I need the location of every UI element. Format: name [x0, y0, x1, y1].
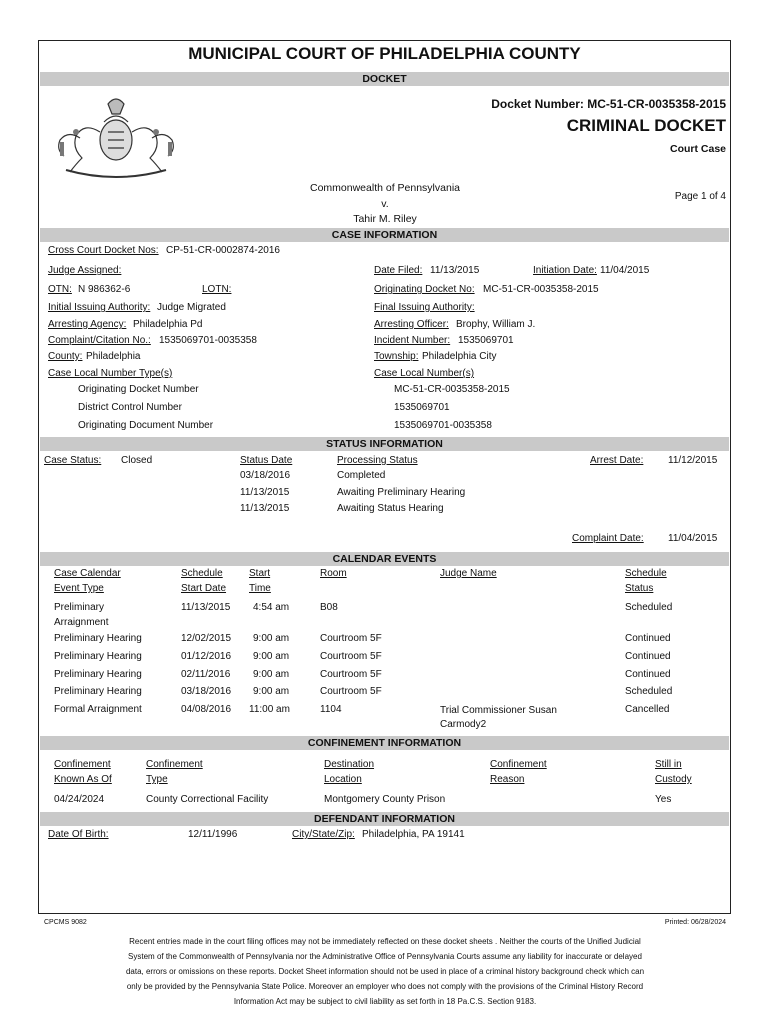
calendar-start-date: 04/08/2016 — [181, 704, 232, 715]
calendar-header-start-time: Time — [249, 583, 271, 594]
confinement-destination-value: Montgomery County Prison — [324, 794, 446, 805]
confinement-header-reason: Reason — [490, 774, 525, 785]
incident-value: 1535069701 — [458, 335, 514, 346]
disclaimer-line: Recent entries made in the court filing offices may not be immediately reflected on these docket sheets . Neither the courts of the Unified Judicial — [129, 937, 641, 946]
township-value: Philadelphia City — [422, 351, 497, 362]
court-title: MUNICIPAL COURT OF PHILADELPHIA COUNTY — [188, 44, 581, 63]
incident-label: Incident Number: — [374, 335, 451, 346]
calendar-start-time: 9:00 am — [253, 633, 290, 644]
calendar-judge: Trial Commissioner Susan — [440, 705, 557, 716]
arrest-date-value: 11/12/2015 — [668, 455, 718, 466]
calendar-start-date: 12/02/2015 — [181, 633, 232, 644]
pennsylvania-seal-icon — [46, 92, 186, 180]
confinement-custody-value: Yes — [655, 794, 672, 805]
defendant-information-bar: DEFENDANT INFORMATION — [40, 812, 729, 826]
initiation-date-value: 11/04/2015 — [600, 265, 650, 276]
calendar-header-event-type: Event Type — [54, 583, 104, 594]
local-number-header: Case Local Number(s) — [374, 368, 475, 379]
lotn-label: LOTN: — [202, 284, 232, 295]
dob-label: Date Of Birth: — [48, 829, 109, 840]
confinement-header-type: Confinement — [146, 759, 203, 770]
local-number-type-header: Case Local Number Type(s) — [48, 368, 173, 379]
dob-value: 12/11/1996 — [188, 829, 238, 840]
calendar-start-date: 03/18/2016 — [181, 686, 232, 697]
calendar-event-type: Preliminary Hearing — [54, 686, 142, 697]
complaint-date-label: Complaint Date: — [572, 533, 644, 544]
arresting-agency-label: Arresting Agency: — [48, 319, 127, 330]
arresting-agency-value: Philadelphia Pd — [133, 319, 203, 330]
complaint-label: Complaint/Citation No.: — [48, 335, 151, 346]
caption-versus: v. — [381, 198, 389, 210]
confinement-header-destination: Destination — [324, 759, 375, 770]
disclaimer-line: Information Act may be subject to civil liability as set forth in 18 Pa.C.S. Section 9183. — [233, 997, 537, 1006]
disclaimer — [80, 934, 690, 1009]
calendar-event-type: Preliminary Hearing — [54, 669, 142, 680]
calendar-start-date: 11/13/2015 — [181, 602, 231, 613]
calendar-status: Continued — [625, 633, 671, 644]
status-information-bar: STATUS INFORMATION — [40, 437, 729, 451]
local-type-row: Originating Docket Number — [78, 384, 199, 395]
date-filed-value: 11/13/2015 — [430, 265, 480, 276]
calendar-header-start-date: Schedule — [181, 568, 223, 579]
calendar-room: Courtroom 5F — [320, 633, 382, 644]
calendar-room: Courtroom 5F — [320, 686, 382, 697]
caption-plaintiff: Commonwealth of Pennsylvania — [310, 182, 460, 194]
printed-date: Printed: 06/28/2024 — [664, 919, 726, 926]
cross-court-value: CP-51-CR-0002874-2016 — [166, 245, 280, 256]
initiation-date-label: Initiation Date: — [533, 265, 597, 276]
calendar-event-type: Preliminary Hearing — [54, 651, 142, 662]
case-status-label: Case Status: — [44, 455, 102, 466]
originating-docket-label: Originating Docket No: — [374, 284, 475, 295]
calendar-start-time: 9:00 am — [253, 651, 290, 662]
calendar-room: 1104 — [320, 704, 342, 715]
confinement-header-reason: Confinement — [490, 759, 547, 770]
page-indicator: Page 1 of 4 — [674, 191, 726, 202]
processing-status: Completed — [337, 470, 386, 481]
status-date: 11/13/2015 — [240, 487, 290, 498]
arresting-officer-label: Arresting Officer: — [374, 319, 449, 330]
calendar-event-type: Preliminary — [54, 602, 105, 613]
confinement-header-type: Type — [146, 774, 168, 785]
calendar-start-time: 9:00 am — [253, 686, 290, 697]
local-number-row: MC-51-CR-0035358-2015 — [394, 384, 510, 395]
confinement-type-value: County Correctional Facility — [146, 794, 269, 805]
confinement-known-value: 04/24/2024 — [54, 794, 105, 805]
originating-docket-value: MC-51-CR-0035358-2015 — [483, 284, 599, 295]
processing-status-header: Processing Status — [337, 455, 418, 466]
otn-value: N 986362-6 — [78, 284, 131, 295]
city-state-zip-value: Philadelphia, PA 19141 — [362, 829, 465, 840]
calendar-event-type: Preliminary Hearing — [54, 633, 142, 644]
final-authority-label: Final Issuing Authority: — [374, 302, 475, 313]
complaint-value: 1535069701-0035358 — [159, 335, 257, 346]
disclaimer-line: only be provided by the Pennsylvania State Police. Moreover an employer who does not comply with the provisions of the Criminal History Record — [126, 982, 644, 991]
calendar-events-bar: CALENDAR EVENTS — [40, 552, 729, 566]
calendar-header-status: Schedule — [625, 568, 667, 579]
confinement-header-custody: Still in — [655, 759, 682, 770]
date-filed-label: Date Filed: — [374, 265, 423, 276]
court-case-label: Court Case — [669, 143, 726, 155]
initial-authority-label: Initial Issuing Authority: — [48, 302, 151, 313]
calendar-status: Scheduled — [625, 602, 673, 613]
calendar-event-type: Arraignment — [54, 617, 109, 628]
otn-label: OTN: — [48, 284, 72, 295]
calendar-start-time: 9:00 am — [253, 669, 290, 680]
confinement-header-known: Confinement — [54, 759, 111, 770]
calendar-header-room: Room — [320, 568, 347, 579]
arrest-date-label: Arrest Date: — [590, 455, 644, 466]
calendar-event-type: Formal Arraignment — [54, 704, 142, 715]
calendar-start-date: 01/12/2016 — [181, 651, 232, 662]
status-date-header: Status Date — [240, 455, 293, 466]
complaint-date-value: 11/04/2015 — [668, 533, 718, 544]
initial-authority-value: Judge Migrated — [157, 302, 226, 313]
calendar-start-time: 11:00 am — [249, 704, 290, 715]
confinement-information-bar: CONFINEMENT INFORMATION — [40, 736, 729, 750]
calendar-header-event-type: Case Calendar — [54, 568, 121, 579]
calendar-header-status: Status — [625, 583, 654, 594]
calendar-status: Cancelled — [625, 704, 670, 715]
calendar-status: Continued — [625, 651, 671, 662]
local-type-row: District Control Number — [78, 402, 182, 413]
judge-assigned-label: Judge Assigned: — [48, 265, 122, 276]
cross-court-label: Cross Court Docket Nos: — [48, 245, 159, 256]
caption-defendant: Tahir M. Riley — [353, 213, 417, 225]
disclaimer-line: data, errors or omissions on these reports. Docket Sheet information should not be used in place of a criminal history background check which can — [125, 967, 645, 976]
calendar-start-date: 02/11/2016 — [181, 669, 231, 680]
township-label: Township: — [374, 351, 419, 362]
case-status-value: Closed — [121, 455, 153, 466]
case-information-bar: CASE INFORMATION — [40, 228, 729, 242]
calendar-room: Courtroom 5F — [320, 669, 382, 680]
calendar-judge: Carmody2 — [440, 719, 487, 730]
county-value: Philadelphia — [86, 351, 141, 362]
calendar-start-time: 4:54 am — [253, 602, 290, 613]
status-date: 03/18/2016 — [240, 470, 291, 481]
calendar-status: Continued — [625, 669, 671, 680]
calendar-status: Scheduled — [625, 686, 673, 697]
status-date: 11/13/2015 — [240, 503, 290, 514]
confinement-header-known: Known As Of — [54, 774, 112, 785]
city-state-zip-label: City/State/Zip: — [292, 829, 355, 840]
calendar-header-judge: Judge Name — [440, 568, 497, 579]
confinement-header-custody: Custody — [655, 774, 692, 785]
calendar-room: Courtroom 5F — [320, 651, 382, 662]
calendar-header-start-time: Start — [249, 568, 271, 579]
arresting-officer-value: Brophy, William J. — [456, 319, 536, 330]
calendar-room: B08 — [320, 602, 338, 613]
docket-type: CRIMINAL DOCKET — [566, 116, 726, 135]
local-number-row: 1535069701 — [394, 402, 450, 413]
form-id: CPCMS 9082 — [44, 919, 87, 926]
disclaimer-line: System of the Commonwealth of Pennsylvania nor the Administrative Office of Pennsylvania Courts assume any liability for inaccurate or delayed — [128, 952, 642, 961]
processing-status: Awaiting Preliminary Hearing — [337, 487, 466, 498]
county-label: County: — [48, 351, 83, 362]
local-type-row: Originating Document Number — [78, 420, 214, 431]
processing-status: Awaiting Status Hearing — [337, 503, 444, 514]
confinement-header-destination: Location — [324, 774, 362, 785]
local-number-row: 1535069701-0035358 — [394, 420, 492, 431]
calendar-header-start-date: Start Date — [181, 583, 227, 594]
docket-number: Docket Number: MC-51-CR-0035358-2015 — [491, 97, 726, 111]
docket-bar: DOCKET — [40, 72, 729, 86]
